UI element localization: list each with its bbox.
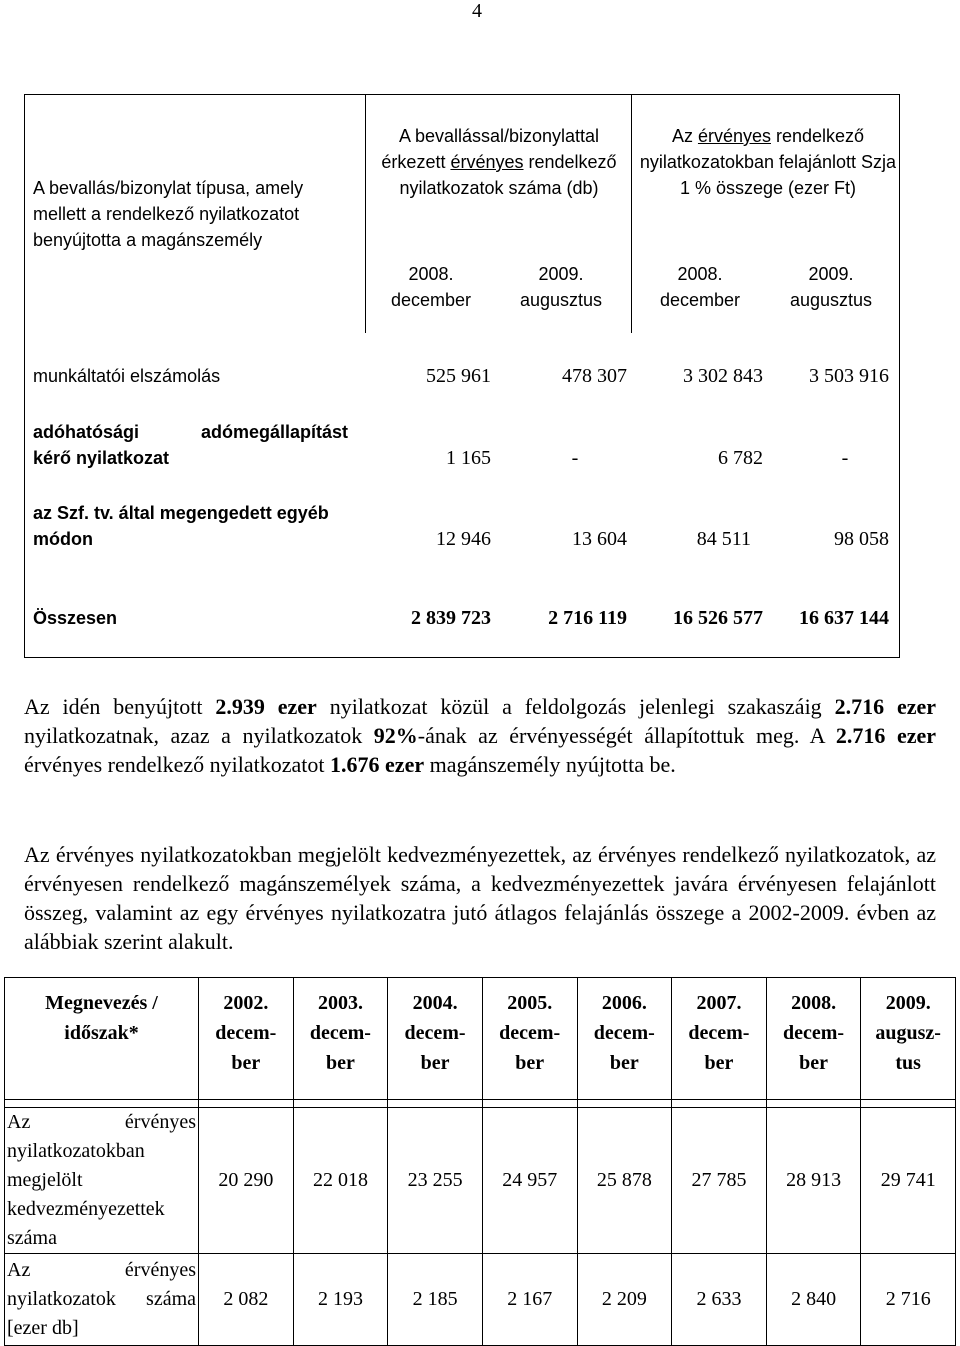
cell-value: 478 307 xyxy=(562,365,627,387)
cell-value: 2 209 xyxy=(577,1254,672,1346)
total-value: 2 839 723 xyxy=(411,607,491,629)
cell-value: - xyxy=(841,447,849,469)
row-label: az Szf. tv. által megengedett egyéb xyxy=(33,503,329,523)
offering-stats-table xyxy=(24,94,900,658)
cell-value: 3 302 843 xyxy=(683,365,763,387)
cell-value: 2 633 xyxy=(672,1254,767,1346)
cell-value: 22 018 xyxy=(293,1108,388,1254)
row-label: adómegállapítást xyxy=(201,422,349,442)
table-header-row xyxy=(5,978,956,1100)
year-header: 2006. decem- ber xyxy=(577,978,672,1100)
total-value: 2 716 119 xyxy=(548,607,627,629)
cell-value: 6 782 xyxy=(718,447,763,469)
row-label: munkáltatói elszámolás xyxy=(33,366,221,386)
offered-amount-header: Az érvényes rendelkező nyilatkozatokban felajánlott Szja 1 % összege (ezer Ft) xyxy=(639,126,897,198)
table-row xyxy=(5,1108,956,1254)
cell-value: 27 785 xyxy=(672,1108,767,1254)
cell-value: 1 165 xyxy=(446,447,491,469)
cell-value: 525 961 xyxy=(426,365,491,387)
period-header: 2009. augusztus xyxy=(519,264,603,310)
column-divider xyxy=(631,95,632,333)
year-header: 2008. decem- ber xyxy=(766,978,861,1100)
cell-value: 20 290 xyxy=(199,1108,294,1254)
page-number: 4 xyxy=(472,0,482,22)
table-row xyxy=(5,1254,956,1346)
row-label: kérő nyilatkozat xyxy=(33,448,170,468)
period-label-header: Megnevezés / időszak* xyxy=(5,978,199,1100)
year-header: 2009. augusz- tus xyxy=(861,978,956,1100)
cell-value: 3 503 916 xyxy=(809,365,889,387)
cell-value: 84 511 xyxy=(696,528,751,550)
cell-value: 2 082 xyxy=(199,1254,294,1346)
column-divider xyxy=(365,95,366,333)
cell-value: 24 957 xyxy=(482,1108,577,1254)
period-header: 2009. augusztus xyxy=(789,264,873,310)
cell-value: 28 913 xyxy=(766,1108,861,1254)
cell-value: 98 058 xyxy=(834,528,889,550)
period-header: 2008. december xyxy=(390,264,472,310)
cell-value: 25 878 xyxy=(577,1108,672,1254)
yearly-stats-table xyxy=(4,977,956,1346)
cell-value: 29 741 xyxy=(861,1108,956,1254)
row-label: Az érvényes nyilatkozatokban megjelölt kedvezményezettek száma xyxy=(5,1108,199,1254)
row-label: adóhatósági xyxy=(33,422,140,442)
row-label: módon xyxy=(33,529,93,549)
cell-value: 13 604 xyxy=(572,528,627,550)
total-row-label: Összesen xyxy=(33,608,118,628)
cell-value: 2 167 xyxy=(482,1254,577,1346)
year-header: 2005. decem- ber xyxy=(482,978,577,1100)
period-header: 2008. december xyxy=(659,264,741,310)
spacer-row xyxy=(5,1100,956,1108)
cell-value: 2 193 xyxy=(293,1254,388,1346)
declaration-count-header: A bevallással/bizonylattal érkezett érvényes rendelkező nyilatkozatok száma (db) xyxy=(381,126,617,198)
intro-paragraph: Az érvényes nyilatkozatokban megjelölt kedvezményezettek, az érvényes rendelkező nyilatkozatok, az érvényesen rendelkező magánszemélyek száma, a kedvezményezettek javára érvényesen felajánlott összeg, valamint az egy érvényes nyilatkozatra jutó átlagos felajánlás összege a 2002-2009. évben az alábbiak szerint alakult. xyxy=(24,842,936,954)
cell-value: 2 716 xyxy=(861,1254,956,1346)
year-header: 2004. decem- ber xyxy=(388,978,483,1100)
total-value: 16 526 577 xyxy=(673,607,763,629)
cell-value: 23 255 xyxy=(388,1108,483,1254)
declaration-type-header: A bevallás/bizonylat típusa, amely mellett a rendelkező nyilatkozatot benyújtotta a magánszemély xyxy=(33,178,304,250)
year-header: 2007. decem- ber xyxy=(672,978,767,1100)
row-label: Az érvényes nyilatkozatok száma [ezer db] xyxy=(5,1254,199,1346)
year-header: 2002. decem- ber xyxy=(199,978,294,1100)
cell-value: 2 185 xyxy=(388,1254,483,1346)
cell-value: - xyxy=(571,447,579,469)
cell-value: 2 840 xyxy=(766,1254,861,1346)
cell-value: 12 946 xyxy=(436,528,491,550)
total-value: 16 637 144 xyxy=(799,607,889,629)
year-header: 2003. decem- ber xyxy=(293,978,388,1100)
summary-paragraph: Az idén benyújtott 2.939 ezer nyilatkozat közül a feldolgozás jelenlegi szakaszáig 2.716 ezer nyilatkozatnak, azaz a nyilatkozatok 92%-ának az érvényességét állapítottuk meg. A 2.716 ezer érvényes rendelkező nyilatkozatot 1.676 ezer magánszemély nyújtotta be. xyxy=(24,694,937,777)
